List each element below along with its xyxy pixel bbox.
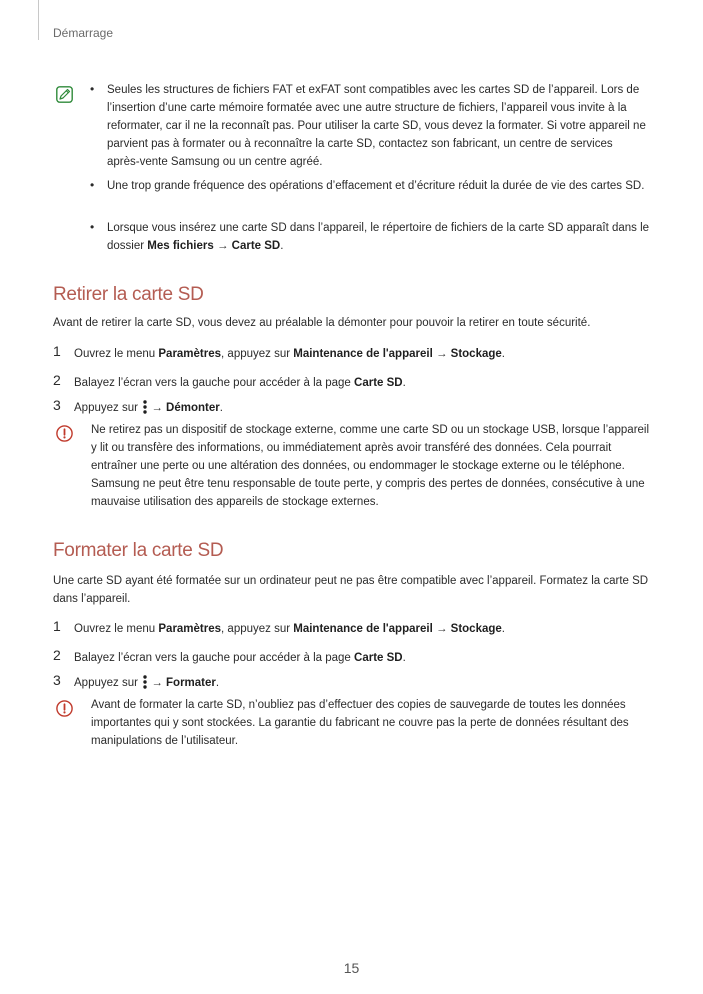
- carte-sd-label: Carte SD: [231, 240, 281, 252]
- remove-step-1-number: 1: [53, 343, 61, 359]
- format-step-2: Balayez l’écran vers la gauche pour accéder à la page Carte SD.: [74, 652, 406, 664]
- header-rule: [38, 0, 39, 40]
- format-step-2-number: 2: [53, 647, 61, 663]
- remove-step-2: Balayez l’écran vers la gauche pour accéder à la page Carte SD.: [74, 377, 406, 389]
- format-step-1-number: 1: [53, 618, 61, 634]
- remove-step-3-number: 3: [53, 397, 61, 413]
- format-caution: Avant de formater la carte SD, n’oubliez pas d’effectuer des copies de sauvegarde de toutes les données importantes qui y sont stockées. La garantie du fabricant ne couvre pas la perte de données résultant des manipulations de l’utilisateur.: [91, 699, 629, 747]
- remove-heading: Retirer la carte SD: [53, 284, 204, 305]
- remove-step-1: Ouvrez le menu Paramètres, appuyez sur Maintenance de l'appareil → Stockage.: [74, 348, 505, 360]
- format-step-3-number: 3: [53, 672, 61, 688]
- caution-icon: [56, 425, 73, 442]
- bullet-2: •: [90, 178, 95, 192]
- section-label: Démarrage: [53, 26, 114, 40]
- remove-intro: Avant de retirer la carte SD, vous devez au préalable la démonter pour pouvoir la retirer en toute sécurité.: [53, 317, 591, 329]
- page-number: 15: [343, 960, 360, 976]
- format-step-3: Appuyez sur → Formater.: [74, 677, 220, 689]
- remove-step-3: Appuyez sur → Démonter.: [74, 402, 223, 414]
- mes-fichiers-link: Mes fichiers: [147, 240, 214, 252]
- remove-caution: Ne retirez pas un dispositif de stockage externe, comme une carte SD ou un stockage USB, lorsque l’appareil y lit ou transfère des informations, ou immédiatement après avoir transféré des données. Cela pourrait entraîner une perte ou une altération des données, ou endommager le stockage externe ou le téléphone. Samsung ne peut être tenu responsable de toute perte, y compris des pertes de données, consécutive à une mauvaise utilisation des appareils de stockage externes.: [91, 424, 650, 508]
- bullet-3: •: [90, 220, 95, 234]
- format-intro: Une carte SD ayant été formatée sur un ordinateur peut ne pas être compatible avec l’appareil. Formatez la carte SD dans l’appareil.: [53, 575, 649, 605]
- bullet-1: •: [90, 82, 95, 96]
- remove-step-2-number: 2: [53, 372, 61, 388]
- note-bullet-3: Lorsque vous insérez une carte SD dans l’appareil, le répertoire de fichiers de la carte SD apparaît dans le dossier Mes fichiers → Carte SD.: [107, 222, 650, 252]
- format-step-1: Ouvrez le menu Paramètres, appuyez sur Maintenance de l'appareil → Stockage.: [74, 623, 505, 635]
- format-heading: Formater la carte SD: [53, 540, 224, 561]
- note-pencil-icon: [56, 86, 73, 103]
- caution-icon: [56, 700, 73, 717]
- note-bullet-1: Seules les structures de fichiers FAT et exFAT sont compatibles avec les cartes SD de l’appareil. Lors de l’insertion d’une carte mémoire formatée avec une autre structure de fichiers, l’appareil vous invite à la reformater, car il ne la reconnaît pas. Pour utiliser la carte SD, vous devez la formater. Si votre appareil ne parvient pas à formater ou à reconnaître la carte SD, contactez son fabricant, un centre de services après-vente Samsung ou un centre agréé.: [107, 84, 646, 168]
- note-bullet-2: Une trop grande fréquence des opérations d’effacement et d’écriture réduit la durée de vie des cartes SD.: [107, 180, 645, 192]
